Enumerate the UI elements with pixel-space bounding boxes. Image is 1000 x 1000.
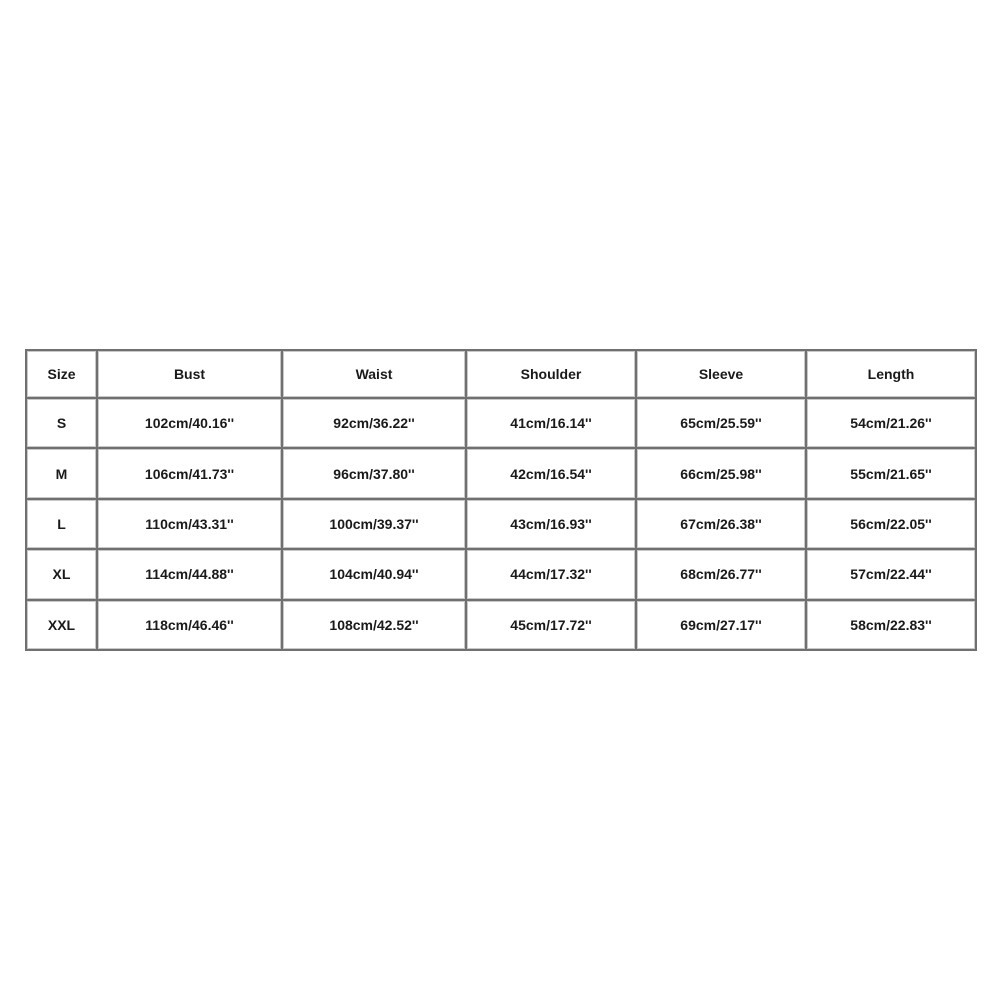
table-row — [26, 398, 976, 448]
length-cell: 58cm/22.83'' — [806, 600, 976, 650]
header-shoulder: Shoulder — [466, 350, 636, 398]
size-cell: XXL — [26, 600, 97, 650]
header-bust: Bust — [97, 350, 282, 398]
waist-cell: 92cm/36.22'' — [282, 398, 466, 448]
waist-cell: 100cm/39.37'' — [282, 499, 466, 549]
sleeve-cell: 67cm/26.38'' — [636, 499, 806, 549]
header-length: Length — [806, 350, 976, 398]
header-row — [26, 350, 976, 398]
bust-cell: 114cm/44.88'' — [97, 549, 282, 599]
shoulder-cell: 44cm/17.32'' — [466, 549, 636, 599]
waist-cell: 108cm/42.52'' — [282, 600, 466, 650]
shoulder-cell: 41cm/16.14'' — [466, 398, 636, 448]
table-row — [26, 600, 976, 650]
size-cell: L — [26, 499, 97, 549]
shoulder-cell: 43cm/16.93'' — [466, 499, 636, 549]
length-cell: 56cm/22.05'' — [806, 499, 976, 549]
header-sleeve: Sleeve — [636, 350, 806, 398]
bust-cell: 118cm/46.46'' — [97, 600, 282, 650]
bust-cell: 110cm/43.31'' — [97, 499, 282, 549]
size-cell: S — [26, 398, 97, 448]
sleeve-cell: 69cm/27.17'' — [636, 600, 806, 650]
length-cell: 55cm/21.65'' — [806, 448, 976, 498]
waist-cell: 104cm/40.94'' — [282, 549, 466, 599]
shoulder-cell: 42cm/16.54'' — [466, 448, 636, 498]
table-row — [26, 549, 976, 599]
sleeve-cell: 65cm/25.59'' — [636, 398, 806, 448]
table-row — [26, 448, 976, 498]
waist-cell: 96cm/37.80'' — [282, 448, 466, 498]
size-chart-table — [25, 349, 977, 651]
size-cell: XL — [26, 549, 97, 599]
length-cell: 54cm/21.26'' — [806, 398, 976, 448]
shoulder-cell: 45cm/17.72'' — [466, 600, 636, 650]
header-size: Size — [26, 350, 97, 398]
bust-cell: 106cm/41.73'' — [97, 448, 282, 498]
size-cell: M — [26, 448, 97, 498]
table-row — [26, 499, 976, 549]
sleeve-cell: 66cm/25.98'' — [636, 448, 806, 498]
bust-cell: 102cm/40.16'' — [97, 398, 282, 448]
length-cell: 57cm/22.44'' — [806, 549, 976, 599]
sleeve-cell: 68cm/26.77'' — [636, 549, 806, 599]
header-waist: Waist — [282, 350, 466, 398]
